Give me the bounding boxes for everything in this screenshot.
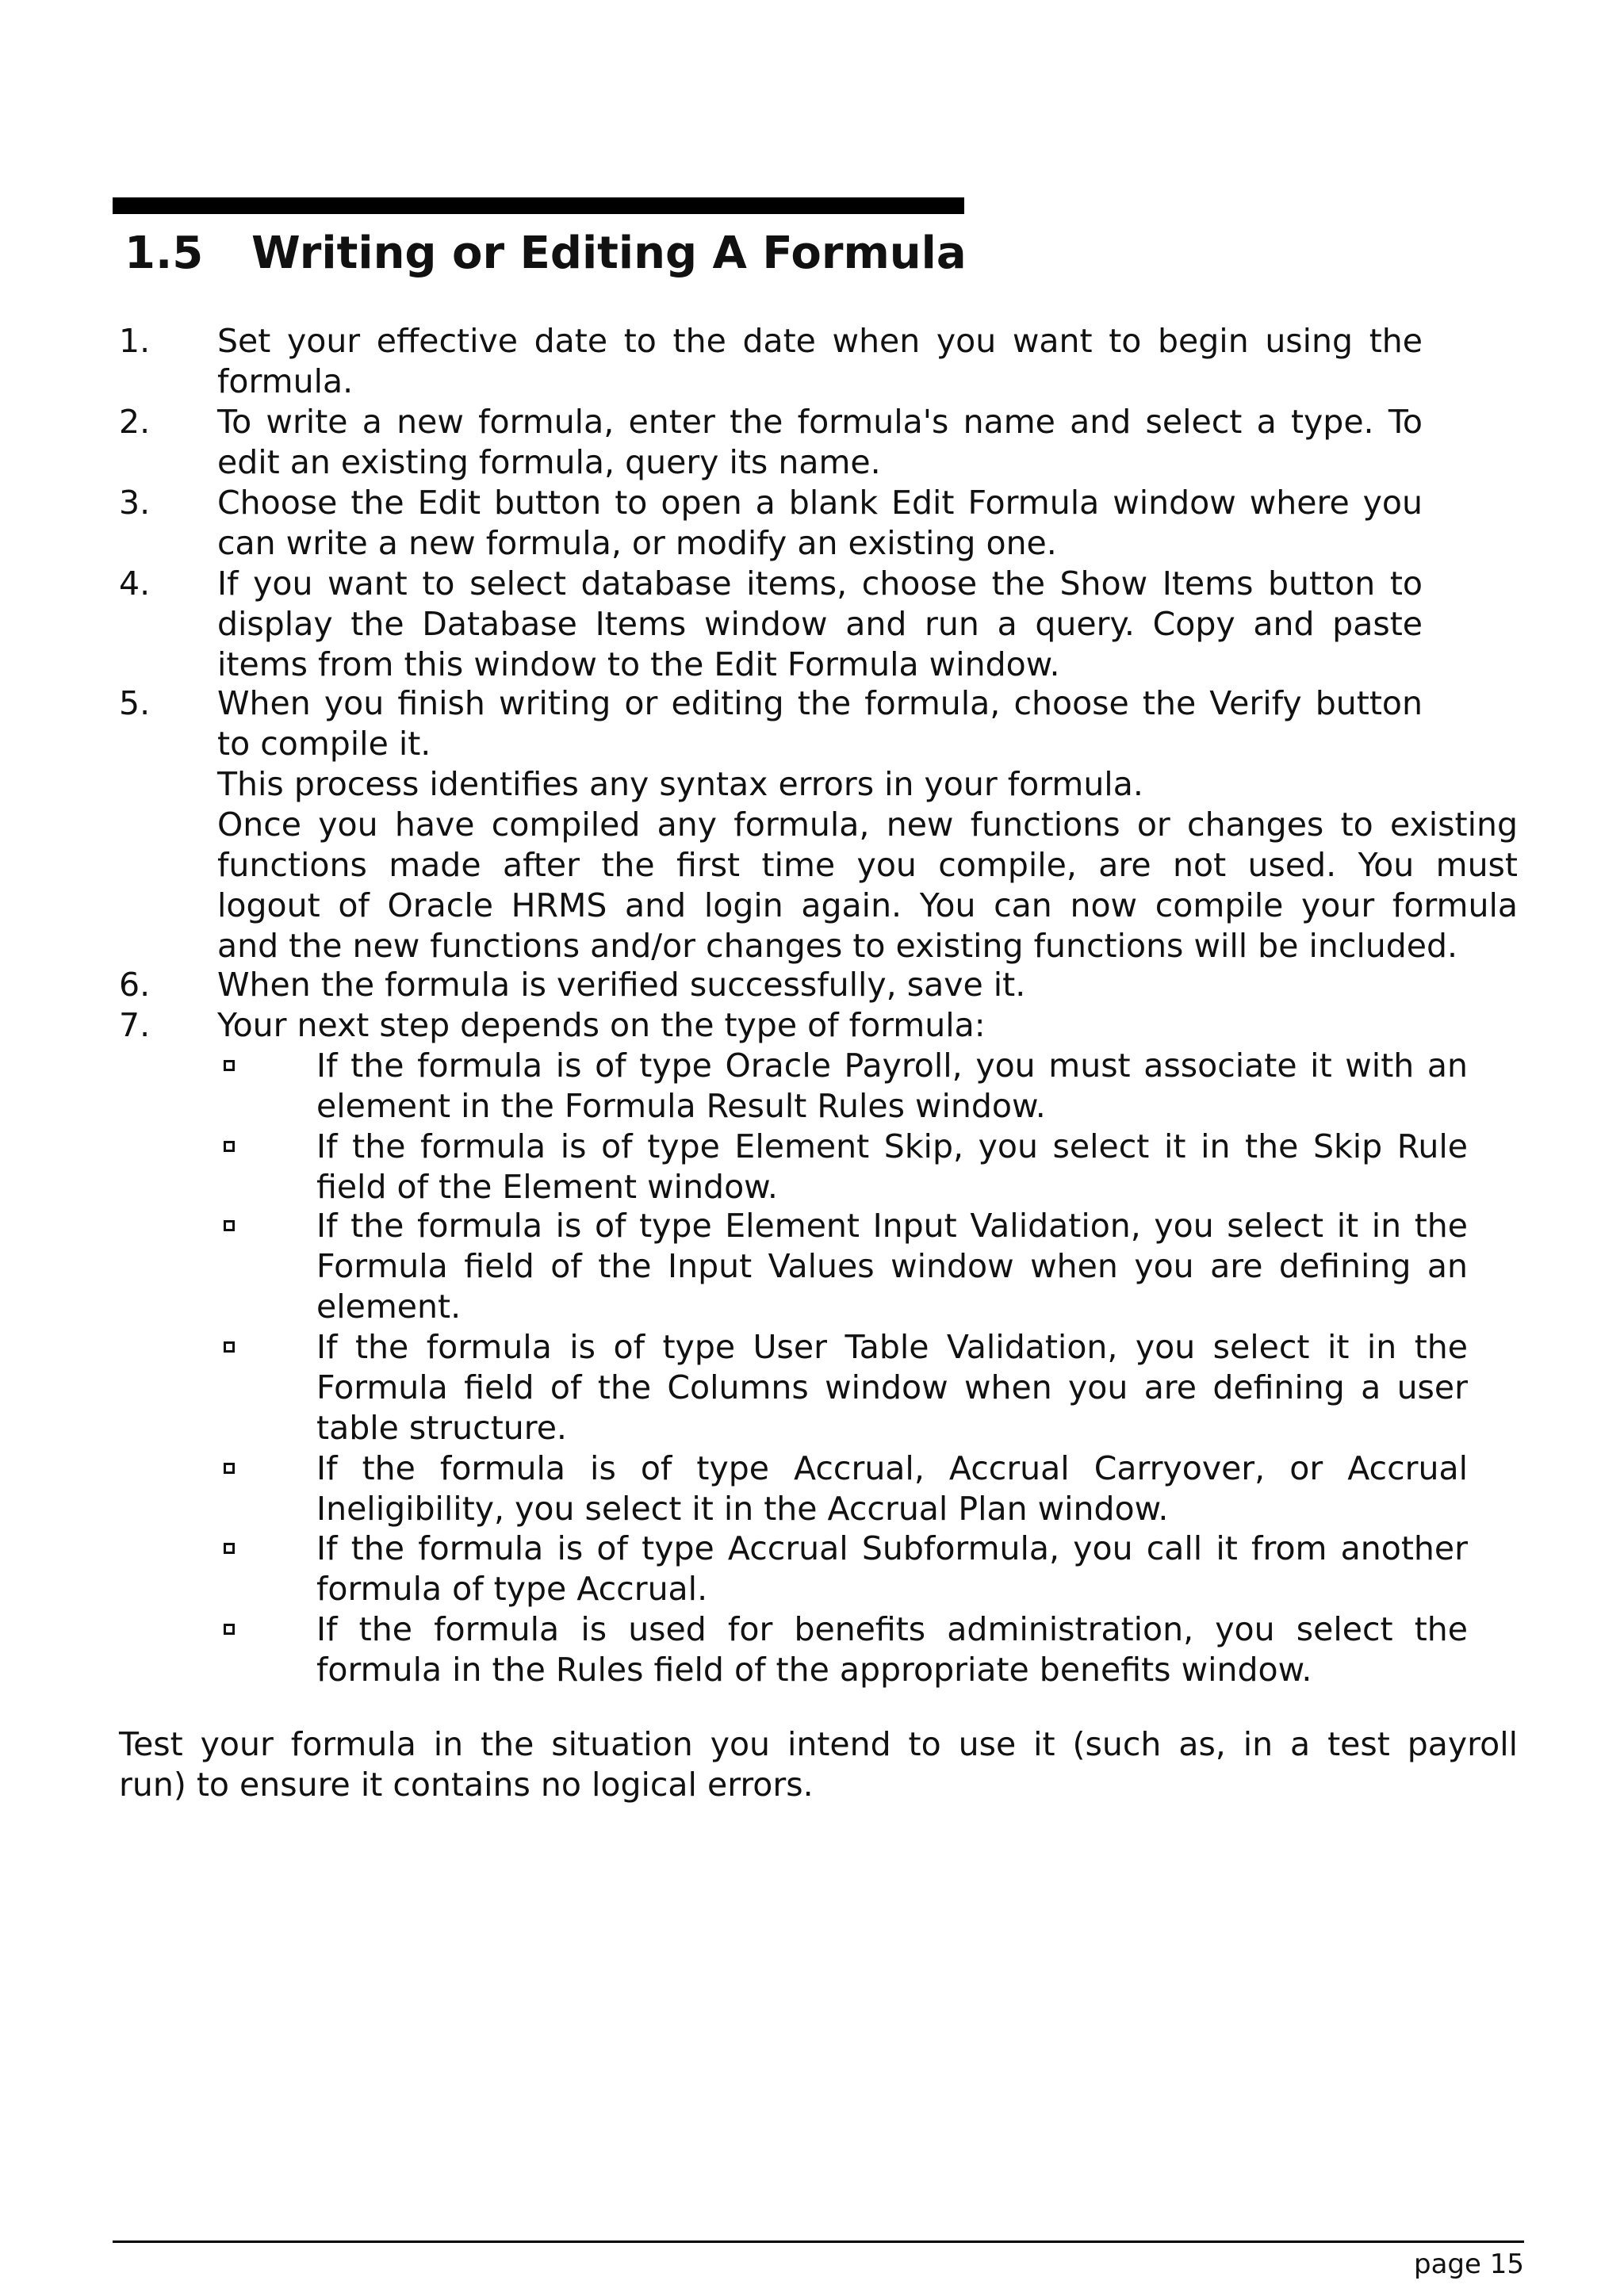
- footer-rule: [113, 2241, 1524, 2243]
- bullet-line: Ineligibility, you select it in the Accrual Plan window.: [316, 1490, 1169, 1528]
- step-line: to compile it.: [217, 725, 431, 763]
- closing-line: run) to ensure it contains no logical errors.: [119, 1766, 814, 1804]
- step-line: When the formula is verified successfully, save it.: [217, 966, 1026, 1004]
- step-line: formula.: [217, 362, 354, 400]
- step-5-text: [217, 683, 1423, 764]
- bullet-line: If the formula is used for benefits administration, you select the: [316, 1610, 1468, 1648]
- bullet-line: formula in the Rules field of the appropriate benefits window.: [316, 1651, 1312, 1689]
- note-line: functions made after the first time you compile, are not used. You must: [217, 846, 1518, 884]
- step-line: Your next step depends on the type of formula:: [217, 1006, 986, 1044]
- step-line: items from this window to the Edit Formula window.: [217, 645, 1060, 683]
- step-marker: 1.: [119, 322, 151, 360]
- checkbox-bullet-icon: [224, 1060, 235, 1071]
- checkbox-bullet-icon: [224, 1220, 235, 1231]
- bullet-text: [316, 1127, 1468, 1207]
- step-line: can write a new formula, or modify an existing one.: [217, 524, 1057, 562]
- bullet-text: [316, 1529, 1468, 1609]
- step-line: When you finish writing or editing the formula, choose the Verify button: [217, 684, 1423, 722]
- bullet-text: [316, 1046, 1468, 1127]
- step-marker: 5.: [119, 684, 151, 722]
- step-line: To write a new formula, enter the formula's name and select a type. To: [217, 403, 1423, 441]
- checkbox-bullet-icon: [224, 1141, 235, 1152]
- bullet-line: element.: [316, 1288, 462, 1326]
- checkbox-bullet-icon: [224, 1463, 235, 1474]
- step-1-text: [217, 321, 1423, 402]
- step-line: Choose the Edit button to open a blank Edit Formula window where you: [217, 484, 1423, 522]
- step-marker: 2.: [119, 403, 151, 441]
- bullet-text: [316, 1206, 1468, 1327]
- step-7-text: [217, 1005, 1423, 1046]
- bullet-line: element in the Formula Result Rules window.: [316, 1087, 1046, 1125]
- closing-line: Test your formula in the situation you intend to use it (such as, in a test payroll: [119, 1725, 1518, 1763]
- bullet-line: Formula field of the Columns window when you are defining a user: [316, 1368, 1468, 1406]
- note-line: Once you have compiled any formula, new functions or changes to existing: [217, 806, 1518, 844]
- closing-paragraph: [119, 1724, 1518, 1805]
- step-line: edit an existing formula, query its name.: [217, 443, 881, 481]
- step-5-notes: [217, 764, 1518, 966]
- section-title: Writing or Editing A Formula: [251, 228, 967, 279]
- step-2-text: [217, 402, 1423, 483]
- step-marker: 3.: [119, 484, 151, 522]
- bullet-line: Formula field of the Input Values window when you are defining an: [316, 1247, 1468, 1285]
- step-line: display the Database Items window and run a query. Copy and paste: [217, 605, 1423, 643]
- step-marker: 4.: [119, 564, 151, 603]
- section-top-rule: [113, 197, 964, 214]
- step-4-text: [217, 564, 1423, 685]
- bullet-line: table structure.: [316, 1409, 567, 1447]
- bullet-line: If the formula is of type Accrual Subformula, you call it from another: [316, 1529, 1468, 1567]
- bullet-text: [316, 1448, 1468, 1529]
- step-marker: 6.: [119, 966, 151, 1004]
- bullet-line: If the formula is of type Oracle Payroll, you must associate it with an: [316, 1047, 1468, 1085]
- step-line: If you want to select database items, choose the Show Items button to: [217, 564, 1423, 603]
- bullet-line: If the formula is of type User Table Validation, you select it in the: [316, 1328, 1468, 1366]
- step-3-text: [217, 483, 1423, 564]
- bullet-text: [316, 1609, 1468, 1690]
- bullet-text: [316, 1327, 1468, 1448]
- page-number: page 15: [1414, 2248, 1524, 2280]
- checkbox-bullet-icon: [224, 1624, 235, 1635]
- note-line: This process identifies any syntax errors in your formula.: [217, 765, 1143, 803]
- note-line: logout of Oracle HRMS and login again. You can now compile your formula: [217, 886, 1518, 924]
- checkbox-bullet-icon: [224, 1341, 235, 1353]
- bullet-line: If the formula is of type Accrual, Accrual Carryover, or Accrual: [316, 1449, 1468, 1487]
- bullet-line: field of the Element window.: [316, 1168, 778, 1206]
- bullet-line: If the formula is of type Element Input Validation, you select it in the: [316, 1207, 1468, 1245]
- checkbox-bullet-icon: [224, 1543, 235, 1554]
- section-heading: [124, 225, 967, 282]
- note-line: and the new functions and/or changes to existing functions will be included.: [217, 927, 1458, 965]
- bullet-line: formula of type Accrual.: [316, 1570, 708, 1608]
- bullet-line: If the formula is of type Element Skip, you select it in the Skip Rule: [316, 1127, 1468, 1165]
- step-marker: 7.: [119, 1006, 151, 1044]
- step-6-text: [217, 965, 1423, 1005]
- section-number: 1.5: [124, 228, 204, 279]
- step-line: Set your effective date to the date when you want to begin using the: [217, 322, 1423, 360]
